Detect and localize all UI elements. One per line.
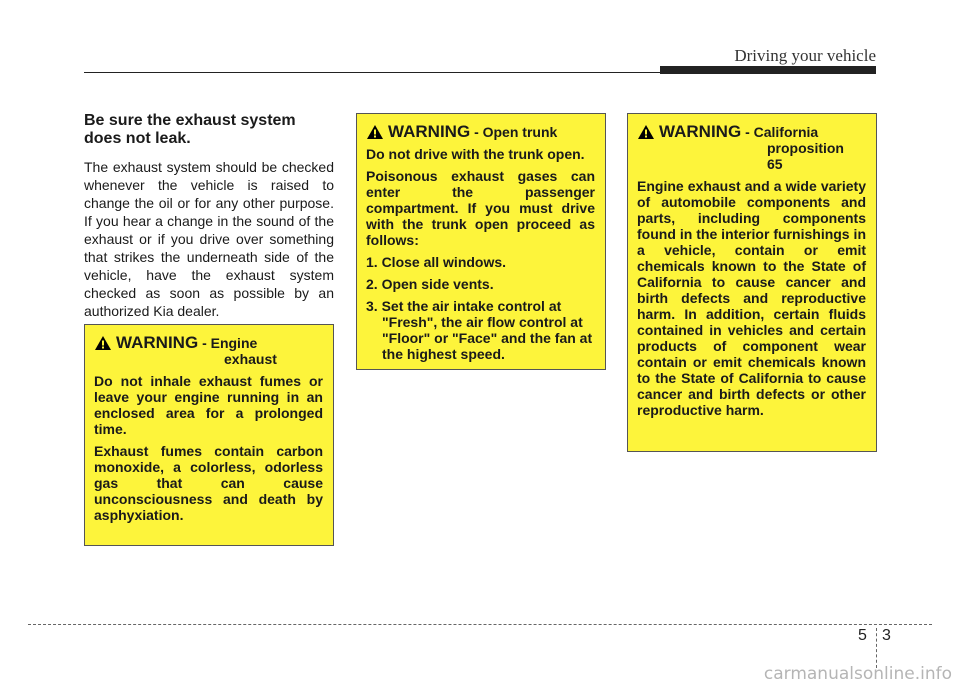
warning-paragraph: Do not drive with the trunk open. [366,146,585,162]
list-item: 1. Close all windows. [366,254,507,270]
warning-header [637,124,866,172]
warning-subtitle-line2: exhaust [224,351,277,367]
warning-triangle-icon [94,335,112,351]
trunk-steps-list [366,254,595,362]
watermark: carmanualsonline.info [763,664,952,684]
warning-triangle-icon [366,124,384,140]
warning-label: WARNING [659,122,742,141]
warning-subtitle-line2: proposition [767,140,844,156]
warning-subtitle-line3: 65 [767,156,783,172]
warning-paragraph: Poisonous exhaust gases can enter the passenger compartment. If you must drive with the trunk open proceed as follows: [366,168,595,248]
warning-subtitle: - California [745,124,819,140]
warning-paragraph: Exhaust fumes contain carbon monoxide, a colorless, odorless gas that can cause unconsciousness and death by asphyxiation. [94,443,323,523]
warning-triangle-icon [637,124,655,140]
list-item: 3. Set the air intake control at "Fresh", the air flow control at "Floor" or "Face" and the fan at the highest speed. [366,298,593,362]
exhaust-leak-section [84,112,334,320]
chapter-number: 5 [858,627,867,644]
section-body: The exhaust system should be checked whenever the vehicle is raised to change the oil or for any other purpose. If you hear a change in the sound of the exhaust or if you drive over something that strikes the underneath side of the vehicle, have the exhaust system checked as soon as possible by an authorized Kia dealer. [84,159,334,319]
page-number: 3 [882,627,891,644]
warning-label: WARNING [388,122,471,141]
warning-label: WARNING [116,333,199,352]
warning-box-engine-exhaust [84,324,334,546]
warning-header [94,335,323,367]
footer-rule [28,624,932,625]
list-item: 2. Open side vents. [366,276,494,292]
warning-box-california-prop65 [627,113,877,452]
warning-box-open-trunk [356,113,606,370]
warning-subtitle: - Engine [202,335,258,351]
header-title: Driving your vehicle [734,46,876,65]
warning-paragraph: Do not inhale exhaust fumes or leave your engine running in an enclosed area for a prolonged time. [94,373,323,437]
warning-header [366,124,595,140]
section-heading: Be sure the exhaust system does not leak. [84,112,296,147]
header-rule-thick [660,66,876,74]
page-number-separator [876,628,877,668]
warning-subtitle: - Open trunk [474,124,558,140]
warning-paragraph: Engine exhaust and a wide variety of automobile components and parts, including components found in the interior furnishings in a vehicle, contain or emit chemicals known to the State of California to cause cancer and birth defects and reproductive harm. In addition, certain fluids contained in vehicles and certain products of component wear contain or emit chemicals known to the State of California to cause cancer and birth defects or other reproductive harm. [637,178,866,418]
